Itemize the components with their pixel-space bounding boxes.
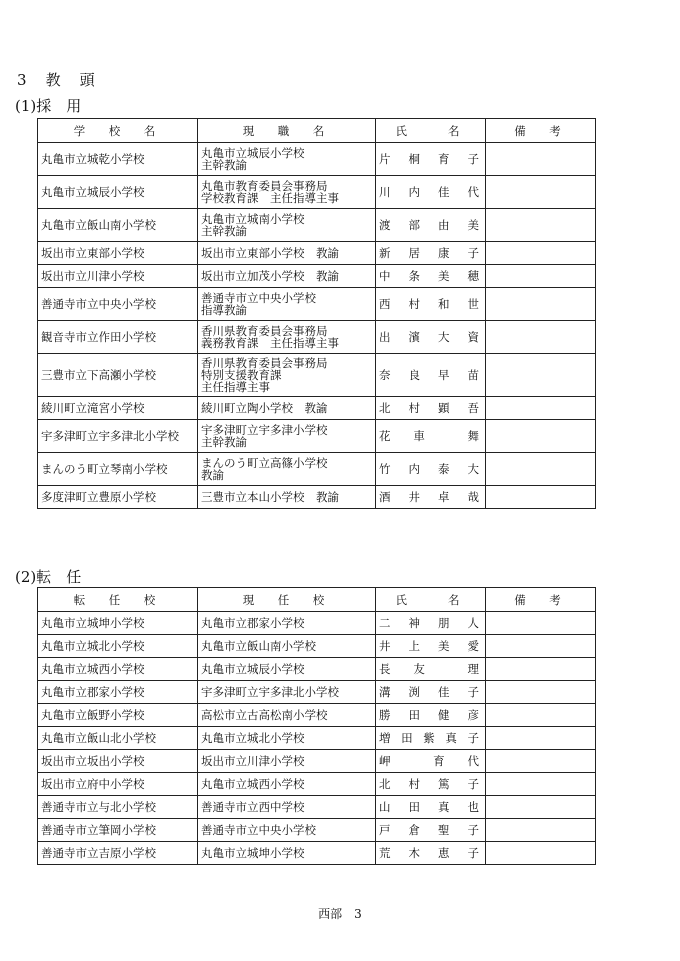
school-cell: 綾川町立滝宮小学校 — [38, 397, 198, 420]
person-name — [379, 270, 482, 282]
post-line: 綾川町立陶小学校 教諭 — [201, 401, 328, 415]
transfer-table-body — [38, 612, 596, 865]
new-school-cell: 善通寺市立筆岡小学校 — [38, 819, 198, 842]
post-line: 坂出市立東部小学校 教諭 — [201, 246, 339, 260]
current-school-cell: 善通寺市立西中学校 — [198, 796, 376, 819]
name-cell — [376, 796, 486, 819]
name-char: 木 — [408, 846, 423, 860]
name-cell — [376, 321, 486, 354]
remarks-cell — [486, 842, 596, 865]
remarks-cell — [486, 486, 596, 509]
column-header-current-school: 現 任 校 — [198, 588, 376, 612]
name-cell — [376, 842, 486, 865]
post-line: 主幹教諭 — [201, 158, 247, 172]
name-char: 中 — [379, 269, 394, 283]
current-school-cell: 丸亀市立城辰小学校 — [198, 658, 376, 681]
name-char: 篤 — [438, 777, 453, 791]
person-name — [379, 824, 482, 836]
name-char: 真 — [445, 731, 460, 745]
name-char: 也 — [467, 800, 482, 814]
table-row — [38, 265, 596, 288]
name-char: 奈 — [379, 368, 394, 382]
person-name — [379, 801, 482, 813]
name-char: 美 — [467, 218, 482, 232]
current-school-cell: 丸亀市立城西小学校 — [198, 773, 376, 796]
remarks-cell — [486, 354, 596, 397]
school-cell: 坂出市立東部小学校 — [38, 242, 198, 265]
school-cell: 観音寺市立作田小学校 — [38, 321, 198, 354]
post-line: 指導教諭 — [201, 303, 247, 317]
table-row — [38, 143, 596, 176]
new-school-cell: 坂出市立坂出小学校 — [38, 750, 198, 773]
table-row — [38, 176, 596, 209]
person-name — [379, 331, 482, 343]
name-char: 舞 — [467, 429, 482, 443]
column-header-remarks: 備 考 — [486, 119, 596, 143]
name-char: 新 — [379, 246, 394, 260]
new-school-cell: 丸亀市立城坤小学校 — [38, 612, 198, 635]
section-number: 3 — [17, 71, 29, 89]
post-line: 香川県教育委員会事務局 — [201, 356, 328, 370]
name-cell — [376, 420, 486, 453]
name-char: 理 — [467, 662, 482, 676]
person-name — [379, 430, 482, 442]
name-char: 朋 — [438, 616, 453, 630]
post-line: 香川県教育委員会事務局 — [201, 324, 328, 338]
name-char: 苗 — [467, 368, 482, 382]
transfer-heading: (2)転 任 — [15, 568, 82, 586]
school-cell: 宇多津町立宇多津北小学校 — [38, 420, 198, 453]
remarks-cell — [486, 209, 596, 242]
name-char: 彦 — [467, 708, 482, 722]
name-char: 西 — [379, 297, 394, 311]
name-char: 神 — [408, 616, 423, 630]
name-char: 村 — [408, 401, 423, 415]
person-name — [379, 617, 482, 629]
name-char: 田 — [408, 800, 423, 814]
post-line: まんのう町立高篠小学校 — [201, 456, 328, 470]
name-cell — [376, 819, 486, 842]
post-line: 宇多津町立宇多津小学校 — [201, 423, 328, 437]
name-cell — [376, 176, 486, 209]
table-row — [38, 750, 596, 773]
name-char: 濱 — [408, 330, 423, 344]
column-header-new-school: 転 任 校 — [38, 588, 198, 612]
name-char: 育 — [433, 754, 448, 768]
name-cell — [376, 354, 486, 397]
name-cell — [376, 242, 486, 265]
school-cell: 丸亀市立城辰小学校 — [38, 176, 198, 209]
name-char: 世 — [467, 297, 482, 311]
name-char: 佳 — [438, 685, 453, 699]
name-char: 大 — [438, 330, 453, 344]
post-line: 主幹教諭 — [201, 224, 247, 238]
name-char: 山 — [379, 800, 394, 814]
name-char: 内 — [408, 185, 423, 199]
name-char: 戸 — [379, 823, 394, 837]
name-char: 勝 — [379, 708, 394, 722]
name-char: 川 — [379, 185, 394, 199]
new-school-cell: 坂出市立府中小学校 — [38, 773, 198, 796]
name-char: 大 — [467, 462, 482, 476]
name-char: 居 — [408, 246, 423, 260]
school-cell: まんのう町立琴南小学校 — [38, 453, 198, 486]
name-char: 岬 — [379, 754, 394, 768]
name-char: 片 — [379, 152, 394, 166]
person-name — [379, 709, 482, 721]
person-name — [379, 247, 482, 259]
post-line: 主任指導主事 — [201, 380, 270, 394]
name-char: 出 — [379, 330, 394, 344]
table-row — [38, 658, 596, 681]
name-char: 車 — [413, 429, 428, 443]
page-footer: 西部 3 — [318, 907, 362, 921]
current-post-cell — [198, 397, 376, 420]
table-row — [38, 321, 596, 354]
current-school-cell: 丸亀市立城北小学校 — [198, 727, 376, 750]
name-char: 聖 — [438, 823, 453, 837]
name-char: 健 — [438, 708, 453, 722]
name-char: 渡 — [379, 218, 394, 232]
name-char: 康 — [438, 246, 453, 260]
current-post-cell — [198, 209, 376, 242]
remarks-cell — [486, 704, 596, 727]
name-char: 井 — [408, 490, 423, 504]
name-cell — [376, 397, 486, 420]
name-char: 上 — [408, 639, 423, 653]
name-char: 村 — [408, 777, 423, 791]
new-school-cell: 丸亀市立飯野小学校 — [38, 704, 198, 727]
name-char: 良 — [408, 368, 423, 382]
name-char: 子 — [467, 731, 482, 745]
person-name — [379, 298, 482, 310]
hiring-heading: (1)採 用 — [15, 97, 82, 115]
name-char: 美 — [438, 269, 453, 283]
person-name — [379, 755, 482, 767]
person-name — [379, 491, 482, 503]
remarks-cell — [486, 635, 596, 658]
table-header-row — [38, 119, 596, 143]
name-char: 穂 — [467, 269, 482, 283]
name-char: 和 — [438, 297, 453, 311]
post-line: 教諭 — [201, 468, 224, 482]
remarks-cell — [486, 242, 596, 265]
current-post-cell — [198, 453, 376, 486]
new-school-cell: 善通寺市立吉原小学校 — [38, 842, 198, 865]
current-school-cell: 坂出市立川津小学校 — [198, 750, 376, 773]
current-post-cell — [198, 486, 376, 509]
name-char: 桐 — [408, 152, 423, 166]
remarks-cell — [486, 750, 596, 773]
name-char: 子 — [467, 846, 482, 860]
post-line: 坂出市立加茂小学校 教諭 — [201, 269, 339, 283]
name-cell — [376, 486, 486, 509]
name-char: 村 — [408, 297, 423, 311]
column-header-name: 氏 名 — [376, 588, 486, 612]
remarks-cell — [486, 681, 596, 704]
name-char: 北 — [379, 401, 394, 415]
post-line: 学校教育課 主任指導主事 — [201, 191, 339, 205]
new-school-cell: 丸亀市立郡家小学校 — [38, 681, 198, 704]
new-school-cell: 丸亀市立城西小学校 — [38, 658, 198, 681]
name-char: 条 — [408, 269, 423, 283]
current-school-cell: 丸亀市立飯山南小学校 — [198, 635, 376, 658]
name-char: 荒 — [379, 846, 394, 860]
name-cell — [376, 704, 486, 727]
table-row — [38, 842, 596, 865]
school-cell: 三豊市立下高瀬小学校 — [38, 354, 198, 397]
name-char: 溝 — [379, 685, 394, 699]
remarks-cell — [486, 143, 596, 176]
hiring-table — [37, 118, 596, 509]
name-char: 長 — [379, 662, 394, 676]
section-title: 教 頭 — [45, 71, 97, 89]
name-char: 恵 — [438, 846, 453, 860]
remarks-cell — [486, 796, 596, 819]
school-cell: 丸亀市立城乾小学校 — [38, 143, 198, 176]
name-char: 子 — [467, 823, 482, 837]
column-header-school: 学 校 名 — [38, 119, 198, 143]
name-char: 友 — [413, 662, 428, 676]
person-name — [379, 153, 482, 165]
table-row — [38, 288, 596, 321]
current-school-cell: 宇多津町立宇多津北小学校 — [198, 681, 376, 704]
name-char: 子 — [467, 152, 482, 166]
remarks-cell — [486, 727, 596, 750]
name-cell — [376, 612, 486, 635]
post-line: 主幹教諭 — [201, 435, 247, 449]
name-char: 吾 — [467, 401, 482, 415]
table-row — [38, 635, 596, 658]
name-char: 哉 — [467, 490, 482, 504]
table-row — [38, 773, 596, 796]
name-cell — [376, 209, 486, 242]
section-heading — [17, 69, 97, 90]
remarks-cell — [486, 819, 596, 842]
current-school-cell: 善通寺市立中央小学校 — [198, 819, 376, 842]
new-school-cell: 善通寺市立与北小学校 — [38, 796, 198, 819]
column-header-current-post: 現 職 名 — [198, 119, 376, 143]
name-char: 酒 — [379, 490, 394, 504]
post-line: 特別支援教育課 — [201, 368, 282, 382]
remarks-cell — [486, 176, 596, 209]
name-char: 紫 — [423, 731, 438, 745]
name-char: 倉 — [408, 823, 423, 837]
name-cell — [376, 773, 486, 796]
name-char: 渕 — [408, 685, 423, 699]
current-school-cell: 丸亀市立城坤小学校 — [198, 842, 376, 865]
name-cell — [376, 143, 486, 176]
name-cell — [376, 453, 486, 486]
current-post-cell — [198, 176, 376, 209]
name-char: 増 — [379, 731, 394, 745]
person-name — [379, 778, 482, 790]
remarks-cell — [486, 420, 596, 453]
name-char: 花 — [379, 429, 394, 443]
current-post-cell — [198, 265, 376, 288]
remarks-cell — [486, 612, 596, 635]
current-post-cell — [198, 354, 376, 397]
name-cell — [376, 727, 486, 750]
post-line: 義務教育課 主任指導主事 — [201, 336, 339, 350]
current-post-cell — [198, 420, 376, 453]
table-row — [38, 453, 596, 486]
name-char: 顕 — [438, 401, 453, 415]
table-row — [38, 354, 596, 397]
current-post-cell — [198, 242, 376, 265]
remarks-cell — [486, 265, 596, 288]
table-row — [38, 420, 596, 453]
name-char: 田 — [408, 708, 423, 722]
table-row — [38, 704, 596, 727]
column-header-name: 氏 名 — [376, 119, 486, 143]
name-char: 田 — [401, 731, 416, 745]
new-school-cell: 丸亀市立城北小学校 — [38, 635, 198, 658]
name-char: 美 — [438, 639, 453, 653]
name-char: 子 — [467, 246, 482, 260]
person-name — [379, 186, 482, 198]
person-name — [379, 686, 482, 698]
table-row — [38, 242, 596, 265]
remarks-cell — [486, 288, 596, 321]
post-line: 三豊市立本山小学校 教諭 — [201, 490, 339, 504]
remarks-cell — [486, 658, 596, 681]
name-cell — [376, 265, 486, 288]
new-school-cell: 丸亀市立飯山北小学校 — [38, 727, 198, 750]
name-char: 代 — [467, 185, 482, 199]
school-cell: 坂出市立川津小学校 — [38, 265, 198, 288]
name-char: 井 — [379, 639, 394, 653]
person-name — [379, 640, 482, 652]
person-name — [379, 463, 482, 475]
hiring-table-body — [38, 143, 596, 509]
name-char: 竹 — [379, 462, 394, 476]
post-line: 善通寺市立中央小学校 — [201, 291, 316, 305]
current-post-cell — [198, 288, 376, 321]
name-char: 代 — [467, 754, 482, 768]
school-cell: 善通寺市立中央小学校 — [38, 288, 198, 321]
current-post-cell — [198, 143, 376, 176]
person-name — [379, 732, 482, 744]
table-row — [38, 209, 596, 242]
transfer-table — [37, 587, 596, 865]
current-post-cell — [198, 321, 376, 354]
post-line: 丸亀市教育委員会事務局 — [201, 179, 328, 193]
table-header-row — [38, 588, 596, 612]
name-char: 二 — [379, 616, 394, 630]
person-name — [379, 219, 482, 231]
name-cell — [376, 658, 486, 681]
name-char: 早 — [438, 368, 453, 382]
name-char: 由 — [438, 218, 453, 232]
school-cell: 丸亀市立飯山南小学校 — [38, 209, 198, 242]
name-cell — [376, 750, 486, 773]
remarks-cell — [486, 321, 596, 354]
name-char: 卓 — [438, 490, 453, 504]
current-school-cell: 高松市立古高松南小学校 — [198, 704, 376, 727]
name-char: 北 — [379, 777, 394, 791]
name-char: 内 — [408, 462, 423, 476]
person-name — [379, 847, 482, 859]
remarks-cell — [486, 773, 596, 796]
name-char: 部 — [408, 218, 423, 232]
name-cell — [376, 635, 486, 658]
column-header-remarks: 備 考 — [486, 588, 596, 612]
person-name — [379, 402, 482, 414]
table-row — [38, 612, 596, 635]
person-name — [379, 369, 482, 381]
current-school-cell: 丸亀市立郡家小学校 — [198, 612, 376, 635]
name-char: 佳 — [438, 185, 453, 199]
table-row — [38, 397, 596, 420]
name-char: 人 — [467, 616, 482, 630]
post-line: 丸亀市立城辰小学校 — [201, 146, 305, 160]
person-name — [379, 663, 482, 675]
name-char: 泰 — [438, 462, 453, 476]
post-line: 丸亀市立城南小学校 — [201, 212, 305, 226]
name-char: 資 — [467, 330, 482, 344]
name-char: 子 — [467, 777, 482, 791]
name-char: 育 — [438, 152, 453, 166]
remarks-cell — [486, 397, 596, 420]
table-row — [38, 727, 596, 750]
remarks-cell — [486, 453, 596, 486]
school-cell: 多度津町立豊原小学校 — [38, 486, 198, 509]
name-char: 愛 — [467, 639, 482, 653]
name-cell — [376, 681, 486, 704]
name-cell — [376, 288, 486, 321]
name-char: 真 — [438, 800, 453, 814]
table-row — [38, 486, 596, 509]
table-row — [38, 819, 596, 842]
table-row — [38, 681, 596, 704]
name-char: 子 — [467, 685, 482, 699]
table-row — [38, 796, 596, 819]
